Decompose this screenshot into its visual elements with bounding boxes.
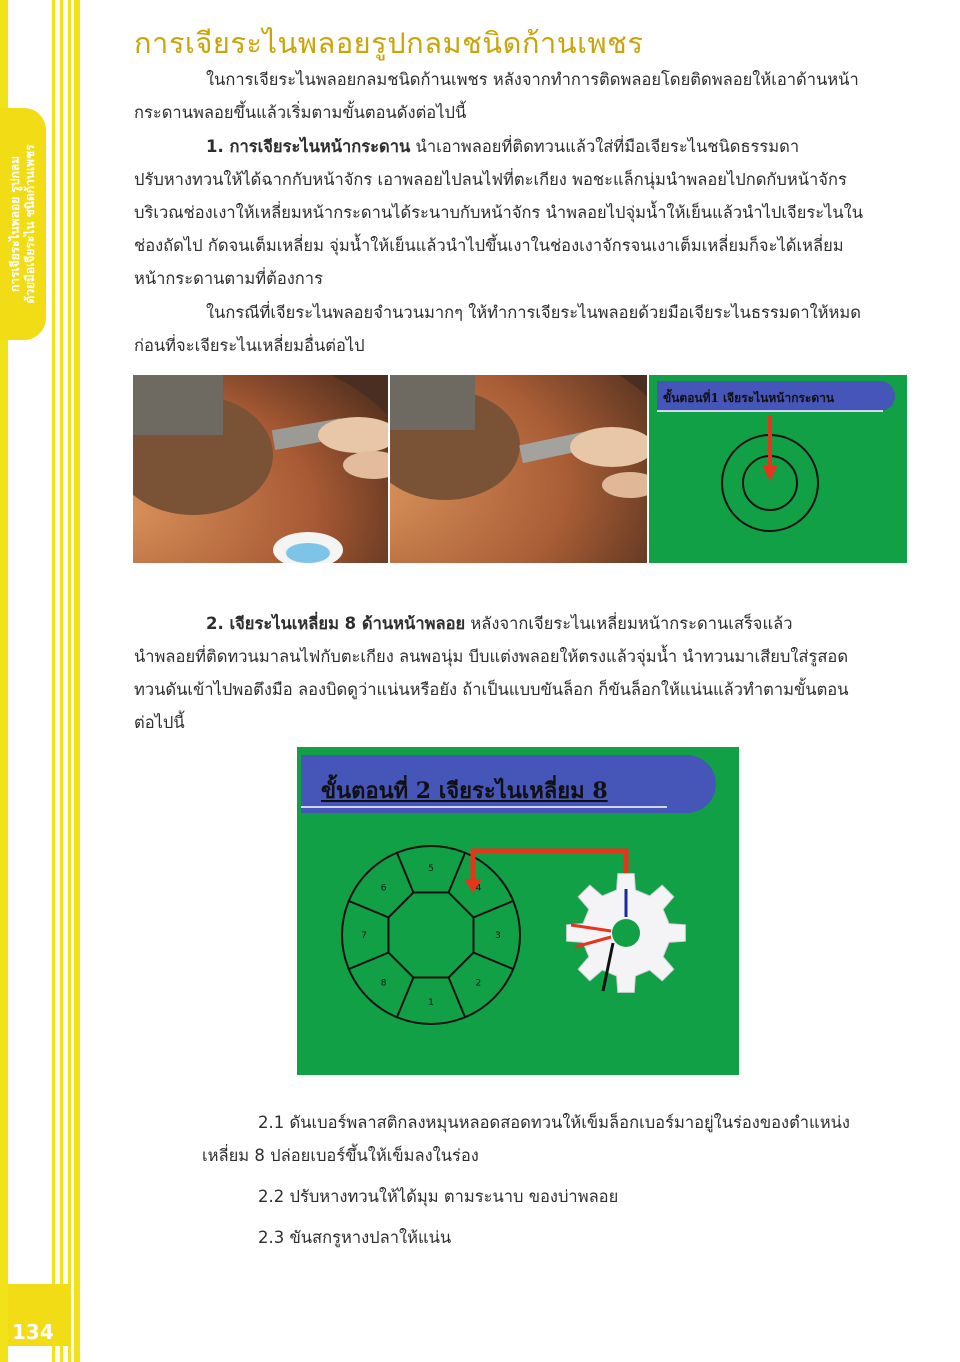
facet-number-label: 8 — [380, 978, 387, 989]
step2-line-2: นำพลอยที่ติดทวนมาลนไฟกับตะเกียง ลนพอนุ่ม บีบแต่งพลอยให้ตรงแล้วจุ่มน้ำ นำทวนมาเสียบใส่รูสอด — [134, 647, 849, 666]
figure2-facet-lines — [349, 853, 513, 1017]
facet-divider-line — [449, 977, 465, 1017]
facet-divider-line — [473, 901, 513, 917]
figure1-arrow-head — [762, 465, 778, 481]
note-line-1: ในกรณีที่เจียระไนพลอยจำนวนมากๆ ให้ทำการเจียระไนพลอยด้วยมือเจียระไนธรรมดาให้หมด — [206, 303, 862, 322]
intro-line-1: ในการเจียระไนพลอยกลมชนิดก้านเพชร หลังจากทำการติดพลอยโดยติดพลอยให้เอาด้านหน้า — [206, 70, 859, 89]
step1-line-4: ช่องถัดไป กัดจนเต็มเหลี่ยม จุ่มน้ำให้เย็นแล้วนำไปขึ้นเงาในช่องเงาจักรจนเงาเต็มเหลี่ยมก็จะได้เหลี่ยม — [134, 236, 844, 255]
left-stripe-2 — [52, 0, 55, 1362]
facet-number-label: 3 — [495, 931, 501, 941]
substep-2-1-line-2: เหลี่ยม 8 ปล่อยเบอร์ขึ้นให้เข็มลงในร่อง — [202, 1146, 479, 1165]
figure1-art — [649, 375, 907, 563]
figure2-table-octagon — [389, 893, 474, 978]
page-number-box — [8, 1284, 70, 1346]
figure2-diagram — [297, 747, 739, 1075]
intro-line-2: กระดานพลอยขึ้นแล้วเริ่มตามขั้นตอนดังต่อไปนี้ — [134, 103, 467, 122]
figure1-label: ขั้นตอนที่1 เจียระไนหน้ากระดาน — [663, 391, 835, 405]
facet-number-label: 1 — [428, 998, 434, 1008]
facet-divider-line — [349, 953, 389, 969]
substep-2-3: 2.3 ขันสกรูหางปลาให้แน่น — [258, 1228, 452, 1247]
figure2-index-gear — [567, 874, 686, 993]
facet-divider-line — [473, 953, 513, 969]
step1-lead: นำเอาพลอยที่ติดทวนแล้วใส่ที่มือเจียระไนชนิดธรรมดา — [415, 137, 800, 156]
substep-2-1-line-1: 2.1 ดันเบอร์พลาสติกลงหมุนหลอดสอดทวนให้เข็มล็อกเบอร์มาอยู่ในร่องของตำแหน่ง — [258, 1113, 850, 1132]
step2-line-4: ต่อไปนี้ — [134, 713, 185, 732]
step1-line-5: หน้ากระดานตามที่ต้องการ — [134, 269, 323, 288]
page-number: 134 — [12, 1320, 54, 1344]
figure2-gear-hole — [612, 919, 640, 947]
grinding-photo-2 — [390, 375, 647, 563]
grinding-photo-2-art — [390, 375, 647, 563]
facet-divider-line — [397, 977, 413, 1017]
step2-line-3: ทวนดันเข้าไปพอตึงมือ ลองบิดดูว่าแน่นหรือยัง ถ้าเป็นแบบขันล็อก ก็ขันล็อกให้แน่นแล้วทำตามขั้นตอน — [134, 680, 849, 699]
grinding-photo-1 — [133, 375, 388, 563]
figure2-art — [297, 747, 739, 1075]
side-chapter-label — [8, 144, 38, 303]
facet-divider-line — [449, 853, 465, 893]
figure2-connector-arrow — [473, 851, 626, 881]
figure1-diagram — [649, 375, 907, 563]
step2-lead: หลังจากเจียระไนเหลี่ยมหน้ากระดานเสร็จแล้ว — [470, 614, 793, 633]
figure2-label: ขั้นตอนที่ 2 เจียระไนเหลี่ยม 8 — [321, 778, 608, 804]
step2-heading: 2. เจียระไนเหลี่ยม 8 ด้านหน้าพลอย — [206, 614, 466, 633]
facet-divider-line — [397, 853, 413, 893]
facet-number-label: 2 — [475, 978, 482, 989]
step2-first-line — [206, 608, 908, 641]
substep-2-2: 2.2 ปรับหางทวนให้ได้มุม ตามระนาบ ของบ่าพลอย — [258, 1187, 619, 1206]
grinding-photo-1-art — [133, 375, 388, 563]
side-chapter-line1: การเจียระไนพลอย รูปกลม — [8, 155, 22, 293]
left-stripe-4 — [68, 0, 71, 1362]
facet-number-label: 4 — [475, 883, 482, 894]
step1-line-3: บริเวณช่องเงาให้เหลี่ยมหน้ากระดานได้ระนาบกับหน้าจักร นำพลอยไปจุ่มน้ำให้เย็นแล้วนำไปเจียระไนใน — [134, 203, 864, 222]
step1-line-2: ปรับหางทวนให้ได้ฉากกับหน้าจักร เอาพลอยไปลนไฟที่ตะเกียง พอชะแล็กนุ่มนำพลอยไปกดกับหน้าจักร — [134, 170, 847, 189]
facet-number-label: 7 — [361, 931, 367, 941]
facet-divider-line — [349, 901, 389, 917]
note-line-2: ก่อนที่จะเจียระไนเหลี่ยมอื่นต่อไป — [134, 336, 365, 355]
page-title: การเจียระไนพลอยรูปกลมชนิดก้านเพชร — [134, 26, 644, 60]
side-chapter-line2: ด้วยมือเจียระไน ชนิดก้านเพชร — [23, 144, 37, 304]
figure2-facet-labels — [361, 864, 501, 1008]
facet-number-label: 5 — [428, 864, 434, 874]
left-stripe-5 — [74, 0, 80, 1362]
step1-heading: 1. การเจียระไนหน้ากระดาน — [206, 137, 411, 156]
step1-first-line — [206, 131, 908, 164]
left-stripe-3 — [60, 0, 63, 1362]
facet-number-label: 6 — [380, 883, 387, 894]
